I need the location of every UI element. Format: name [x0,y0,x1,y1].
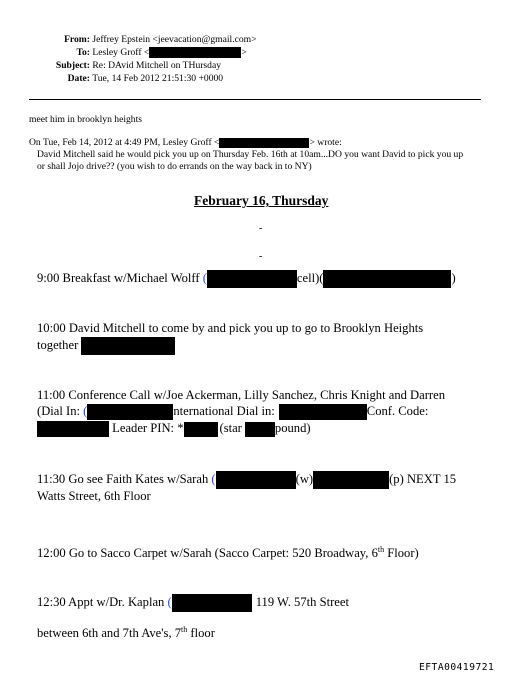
to-value-suffix: > [241,47,247,58]
subject-label: Subject: [55,60,90,71]
event-1100-dial [37,403,428,420]
redaction-box [219,138,309,148]
event-0900 [37,270,456,288]
event-1130-line2: Watts Street, 6th Floor [37,489,151,503]
redaction-box [207,270,297,288]
paren: ( [83,404,88,418]
redaction-box [313,471,389,489]
date-value: Tue, 14 Feb 2012 21:51:30 +0000 [92,73,224,84]
dial-in-label: (Dial In: [37,404,84,418]
event-1000-line1: 10:00 David Mitchell to come by and pick you up to go to Brooklyn Heights [37,321,424,335]
event-1200-text-end: Floor) [384,546,419,561]
event-1200 [37,542,419,561]
to-value-prefix: Lesley Groff < [92,47,150,58]
event-1230-text-2-end: floor [187,626,215,641]
event-0900-text: 9:00 Breakfast w/Michael Wolff [37,271,203,285]
redaction-box [81,337,175,355]
event-1230-text-2: between 6th and 7th Ave's, 7 [37,626,182,641]
dash-2: - [259,251,263,262]
phone-label: (p) NEXT 15 [389,472,457,486]
event-1100-line1: 11:00 Conference Call w/Joe Ackerman, Lilly Sanchez, Chris Knight and Darren [37,388,446,402]
from-row [48,33,257,46]
star-label: (star [219,421,242,435]
work-label: (w) [295,472,314,486]
header-divider [29,99,481,100]
paren-close: ) [451,271,456,285]
event-1230-text: 12:30 Appt w/Dr. Kaplan [37,595,168,609]
event-1130-line1 [37,471,456,489]
from-value: Jeffrey Epstein <jeevacation@gmail.com> [92,34,257,45]
subject-value: Re: DAvid Mitchell on THursday [92,60,222,71]
redaction-box [323,270,451,288]
redaction-box [172,594,252,612]
leader-pin-label: Leader PIN: * [112,421,184,435]
intl-dial-label: nternational Dial in: [173,404,275,418]
event-1000-text: together [37,338,82,352]
redaction-box [245,422,275,437]
redaction-box [279,404,367,420]
quoted-intro-prefix: On Tue, Feb 14, 2012 at 4:49 PM, Lesley Groff < [29,137,220,148]
to-label: To: [76,47,90,58]
to-row [48,46,247,59]
from-label: From: [64,34,90,45]
superscript: th [377,545,385,554]
event-1130-text: 11:30 Go see Faith Kates w/Sarah [37,472,212,486]
redaction-box [216,471,296,489]
event-1230-line2 [37,622,215,641]
dash-1: - [259,223,263,234]
redaction-box [37,421,109,437]
reply-text: meet him in brooklyn heights [29,114,142,125]
event-1000-line2 [37,337,175,355]
date-label: Date: [67,73,90,84]
event-1200-text: 12:00 Go to Sacco Carpet w/Sarah (Sacco Carpet: 520 Broadway, 6 [37,546,378,561]
conf-code-label: Conf. Code: [366,404,429,418]
paren: ( [211,472,216,486]
redaction-box [149,47,241,58]
redaction-box [184,422,218,437]
redaction-box [87,404,173,420]
quoted-line-2: or shall Jojo drive?? (you wish to do errands on the way back in to NY) [37,161,312,172]
schedule-title: February 16, Thursday [194,193,329,208]
quoted-line-1: David Mitchell said he would pick you up on Thursday Feb. 16th at 10am...DO you want David to pick you up [37,149,464,160]
pound-label: pound) [274,421,311,435]
paren: ( [202,271,207,285]
event-1100-pin [37,420,311,437]
document-id: EFTA00419721 [419,662,495,673]
event-1230-line1 [37,594,349,612]
event-0900-cell: cell)( [296,271,324,285]
superscript: th [181,625,188,634]
paren: ( [167,595,172,609]
event-1230-address: 119 W. 57th Street [255,595,349,609]
quoted-intro-suffix: > wrote: [309,137,342,148]
quoted-intro [29,137,342,149]
subject-row [40,59,221,72]
date-row [48,72,223,85]
